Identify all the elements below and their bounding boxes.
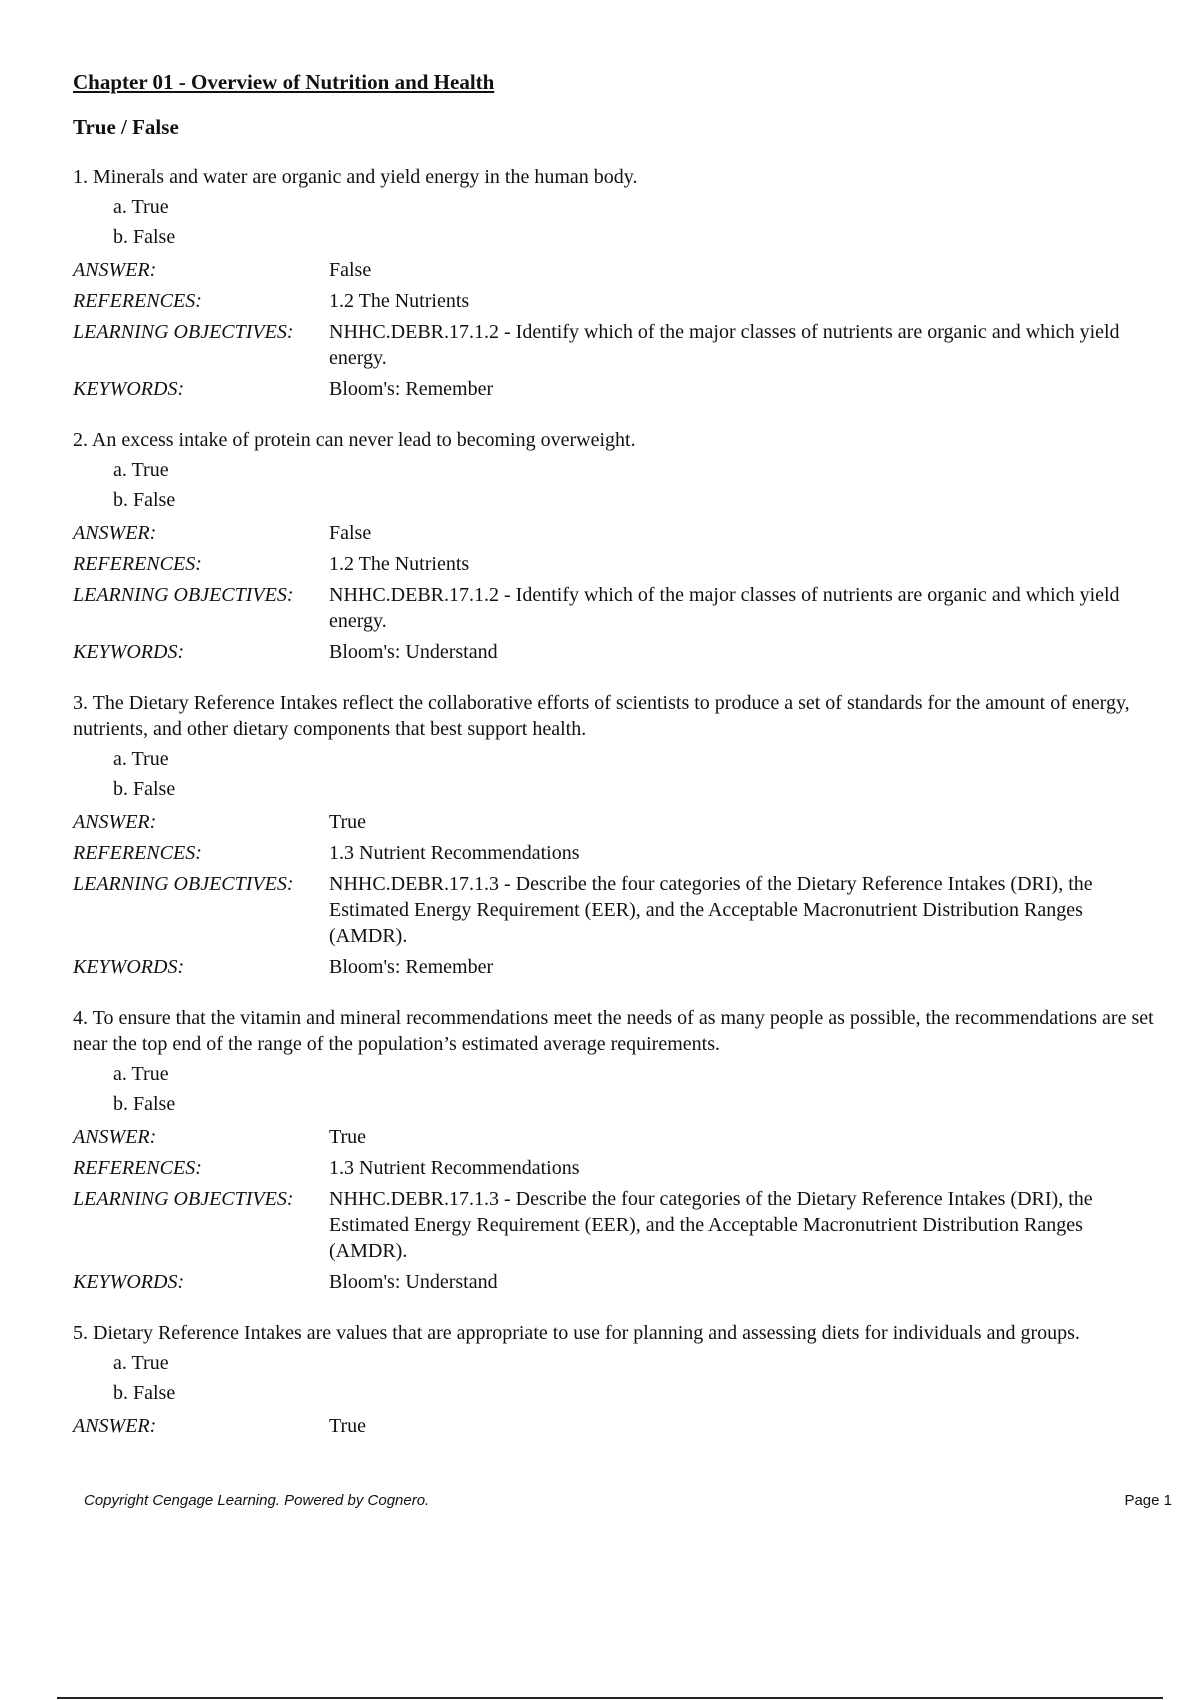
option-a: a. True	[113, 459, 169, 482]
answer-value: True	[329, 1126, 367, 1149]
answer-label: ANSWER:	[73, 259, 157, 282]
option-a: a. True	[113, 1063, 169, 1086]
references-row	[73, 288, 1163, 314]
keywords-row	[73, 376, 1163, 402]
references-row	[73, 551, 1163, 577]
references-label: REFERENCES:	[73, 842, 202, 865]
question-5	[73, 1320, 1163, 1439]
answer-row	[73, 520, 1163, 546]
question-1	[73, 164, 1163, 402]
option-b: b. False	[113, 489, 176, 512]
answer-label: ANSWER:	[73, 811, 157, 834]
keywords-row	[73, 1269, 1163, 1295]
option-b: b. False	[113, 1382, 176, 1405]
page-number: Page 1	[1124, 1492, 1172, 1509]
question-4	[73, 1005, 1163, 1295]
option-a: a. True	[113, 1352, 169, 1375]
option-b: b. False	[113, 778, 176, 801]
answer-label: ANSWER:	[73, 1415, 157, 1438]
answer-value: True	[329, 811, 367, 834]
question-text: 3. The Dietary Reference Intakes reflect the collaborative efforts of scientists to produce a set of standards for the amount of energy, nutrients, and other dietary components that best support health.	[73, 692, 1130, 741]
question-2	[73, 427, 1163, 665]
learning-objectives-label: LEARNING OBJECTIVES:	[73, 321, 294, 344]
question-text: 5. Dietary Reference Intakes are values that are appropriate to use for planning and assessing diets for individuals and groups.	[73, 1322, 1080, 1345]
answer-row	[73, 257, 1163, 283]
section-title: True / False	[73, 115, 179, 140]
learning-objectives-row	[73, 582, 1163, 634]
keywords-value: Bloom's: Understand	[329, 641, 498, 664]
learning-objectives-value: NHHC.DEBR.17.1.3 - Describe the four categories of the Dietary Reference Intakes (DRI), the Estimated Energy Requirement (EER), and the Acceptable Macronutrient Distribution Ranges (AMDR).	[329, 1188, 1093, 1263]
keywords-row	[73, 639, 1163, 665]
document-body	[73, 70, 1163, 1464]
references-label: REFERENCES:	[73, 1157, 202, 1180]
references-value: 1.2 The Nutrients	[329, 553, 470, 576]
question-text: 4. To ensure that the vitamin and mineral recommendations meet the needs of as many people as possible, the recommendations are set near the top end of the range of the population’s estimated average requirements.	[73, 1007, 1154, 1056]
learning-objectives-value: NHHC.DEBR.17.1.2 - Identify which of the major classes of nutrients are organic and which yield energy.	[329, 584, 1120, 633]
references-value: 1.2 The Nutrients	[329, 290, 470, 313]
answer-label: ANSWER:	[73, 522, 157, 545]
keywords-row	[73, 954, 1163, 980]
keywords-value: Bloom's: Understand	[329, 1271, 498, 1294]
footer-copyright: Copyright Cengage Learning. Powered by Cognero.	[84, 1492, 430, 1509]
references-value: 1.3 Nutrient Recommendations	[329, 1157, 580, 1180]
keywords-value: Bloom's: Remember	[329, 956, 494, 979]
keywords-label: KEYWORDS:	[73, 378, 185, 401]
question-text: 1. Minerals and water are organic and yield energy in the human body.	[73, 166, 638, 189]
option-a: a. True	[113, 196, 169, 219]
option-a: a. True	[113, 748, 169, 771]
question-3	[73, 690, 1163, 980]
answer-row	[73, 1124, 1163, 1150]
learning-objectives-label: LEARNING OBJECTIVES:	[73, 584, 294, 607]
learning-objectives-value: NHHC.DEBR.17.1.3 - Describe the four categories of the Dietary Reference Intakes (DRI), the Estimated Energy Requirement (EER), and the Acceptable Macronutrient Distribution Ranges (AMDR).	[329, 873, 1093, 948]
answer-value: False	[329, 259, 372, 282]
keywords-label: KEYWORDS:	[73, 1271, 185, 1294]
option-b: b. False	[113, 226, 176, 249]
answer-row	[73, 809, 1163, 835]
references-row	[73, 1155, 1163, 1181]
learning-objectives-row	[73, 1186, 1163, 1264]
option-b: b. False	[113, 1093, 176, 1116]
learning-objectives-value: NHHC.DEBR.17.1.2 - Identify which of the major classes of nutrients are organic and which yield energy.	[329, 321, 1120, 370]
references-row	[73, 840, 1163, 866]
answer-row	[73, 1413, 1163, 1439]
answer-value: True	[329, 1415, 367, 1438]
keywords-label: KEYWORDS:	[73, 641, 185, 664]
answer-label: ANSWER:	[73, 1126, 157, 1149]
learning-objectives-label: LEARNING OBJECTIVES:	[73, 873, 294, 896]
references-label: REFERENCES:	[73, 290, 202, 313]
bottom-divider	[57, 1697, 1163, 1699]
learning-objectives-row	[73, 871, 1163, 949]
question-text: 2. An excess intake of protein can never lead to becoming overweight.	[73, 429, 636, 452]
keywords-label: KEYWORDS:	[73, 956, 185, 979]
references-value: 1.3 Nutrient Recommendations	[329, 842, 580, 865]
keywords-value: Bloom's: Remember	[329, 378, 494, 401]
references-label: REFERENCES:	[73, 553, 202, 576]
answer-value: False	[329, 522, 372, 545]
learning-objectives-label: LEARNING OBJECTIVES:	[73, 1188, 294, 1211]
chapter-title: Chapter 01 - Overview of Nutrition and Health	[73, 70, 495, 94]
learning-objectives-row	[73, 319, 1163, 371]
